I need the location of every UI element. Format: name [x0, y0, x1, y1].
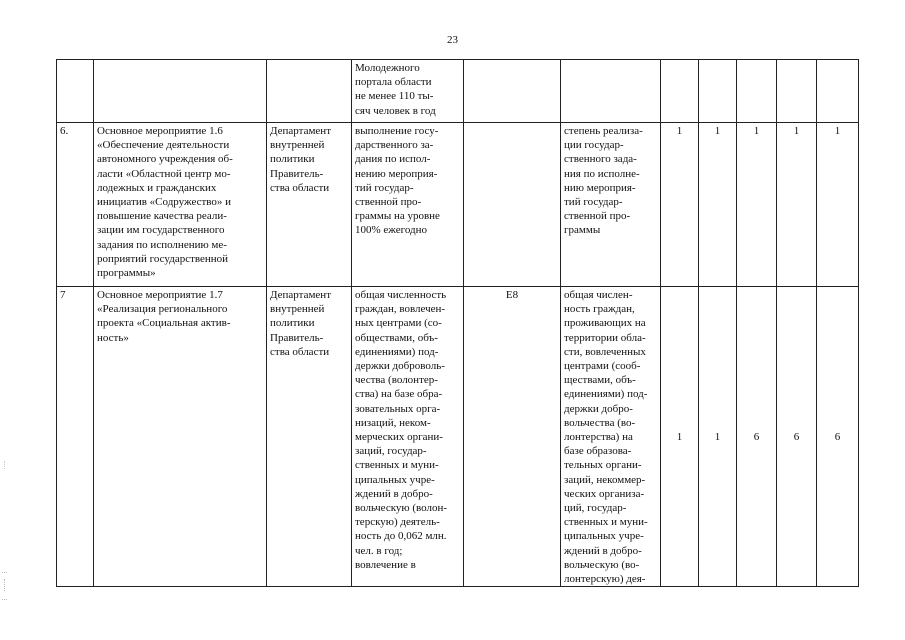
cell-target: степень реализа- ции государ- ственного зада- ния по исполне- нию мероприя- тий государ- ственной про- граммы: [561, 123, 661, 287]
cell-target: общая числен- ность граждан, проживающих на территории обла- сти, вовлеченных центрами (сооб- ществами, объ- единениями) под- держки добро- вольчества (во- лонтерства) на базе образова- тельных органи- заций, некоммер- ческих организа- ций, государ- ственных и муни- ципальных учре- ждений в добро- вольческую (во- лонтерскую) дея-: [561, 287, 661, 587]
cell-value-4: [777, 60, 817, 123]
cell-num: 6.: [57, 123, 94, 287]
cell-value-1: [661, 60, 699, 123]
cell-code: [464, 60, 561, 123]
cell-code: [464, 123, 561, 287]
cell-value-3: 6: [737, 287, 777, 587]
cell-value-2: [699, 60, 737, 123]
table-row-continuation: [57, 60, 859, 123]
cell-value-5: [817, 60, 859, 123]
cell-num: 7: [57, 287, 94, 587]
scan-binding-marks: [2, 572, 7, 600]
cell-num: [57, 60, 94, 123]
cell-executor: [267, 60, 352, 123]
cell-value-1: 1: [661, 287, 699, 587]
cell-value-5: 1: [817, 123, 859, 287]
cell-indicator: выполнение госу- дарственного за- дания по испол- нению мероприя- тий государ- ственной про- граммы на уровне 100% ежегодно: [352, 123, 464, 287]
cell-executor: Департамент внутренней политики Правитель- ства области: [267, 123, 352, 287]
cell-event: [94, 60, 267, 123]
cell-value-2: 1: [699, 287, 737, 587]
cell-value-4: 6: [777, 287, 817, 587]
cell-code: E8: [464, 287, 561, 587]
cell-target: [561, 60, 661, 123]
cell-indicator: Молодежного портала области не менее 110 ты- сяч человек в год: [352, 60, 464, 123]
cell-value-3: 1: [737, 123, 777, 287]
cell-indicator: общая численность граждан, вовлечен- ных центрами (со- обществами, объ- единениями) под- держки доброволь- чества (волонтер- ства) на базе обра- зовательных орга- низаций, неком- мерческих органи- заций, государ- ственных и муни- ципальных учре- ждений в добро- вольческую (волон- терскую) деятель- ность до 0,062 млн. чел. в год; вовлечение в: [352, 287, 464, 587]
cell-value-4: 1: [777, 123, 817, 287]
table-row-6: [57, 123, 859, 287]
table-row-7: [57, 287, 859, 587]
program-events-table: [56, 59, 859, 587]
cell-executor: Департамент внутренней политики Правитель- ства области: [267, 287, 352, 587]
cell-event: Основное мероприятие 1.7 «Реализация регионального проекта «Социальная актив- ность»: [94, 287, 267, 587]
scan-margin-mark: [4, 461, 6, 469]
cell-value-5: 6: [817, 287, 859, 587]
cell-value-3: [737, 60, 777, 123]
page-number: 23: [447, 34, 458, 46]
cell-value-2: 1: [699, 123, 737, 287]
cell-event: Основное мероприятие 1.6 «Обеспечение деятельности автономного учреждения об- ласти «Областной центр мо- лодежных и гражданских инициатив «Содружество» и повышение качества реали- зации им государственного задания по исполнению ме- роприятий государственной программы»: [94, 123, 267, 287]
cell-value-1: 1: [661, 123, 699, 287]
